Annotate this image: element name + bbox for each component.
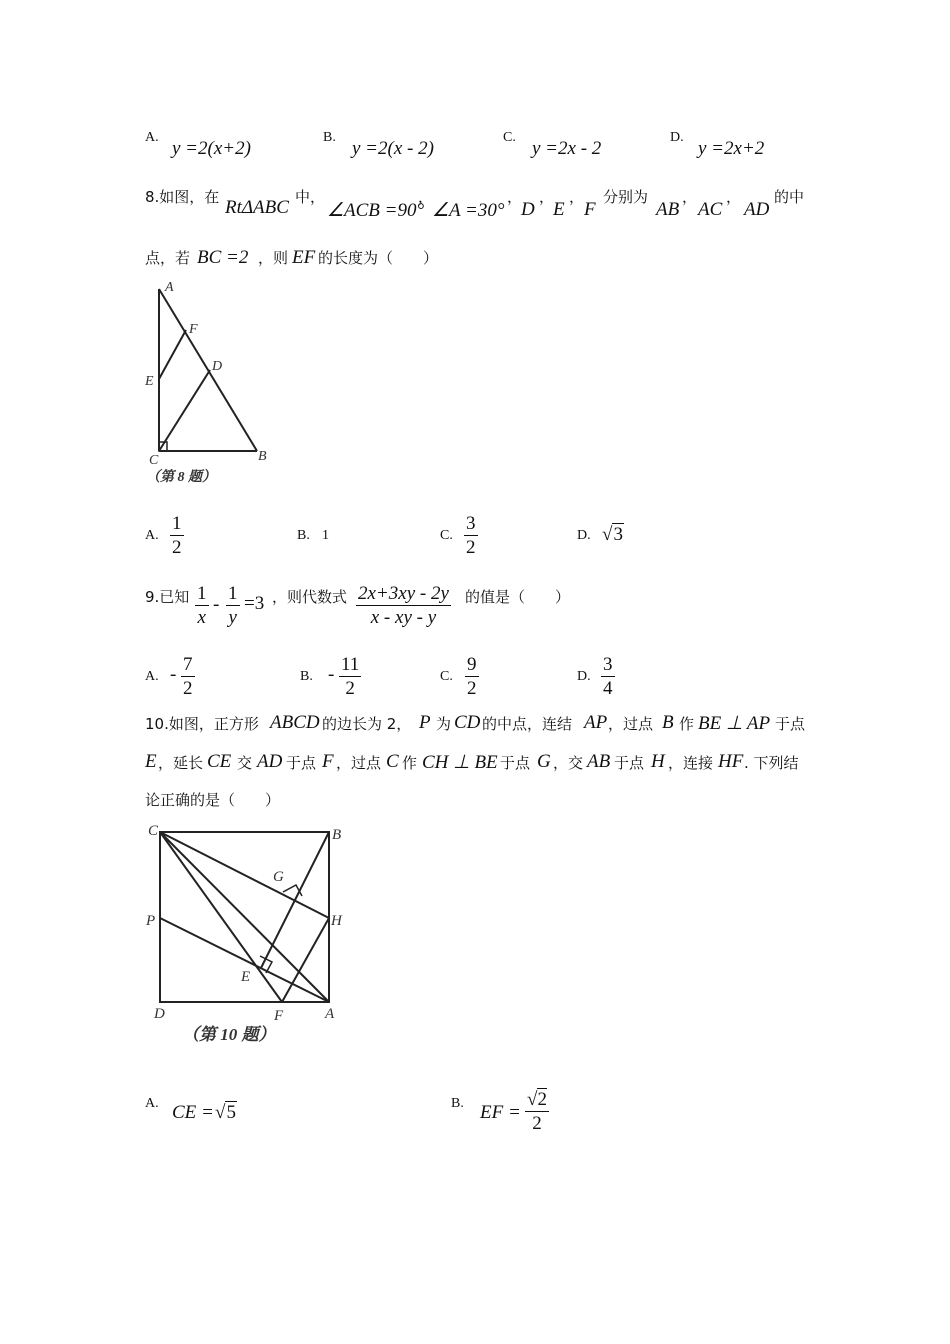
q8-sep-5: ， [682, 188, 698, 206]
q9-equals: =3 [244, 593, 265, 614]
q8-option-a-label: A. [145, 528, 159, 543]
q8-label-f: F [189, 322, 198, 337]
q10-p: P [419, 712, 431, 733]
q9-option-b-num: 11 [341, 654, 360, 675]
q10-text-12: 作 [402, 754, 418, 772]
q10-text-16: ，连接 [668, 754, 714, 772]
q7-option-b-expr: y =2(x - 2) [352, 138, 434, 159]
q10-c: C [386, 751, 399, 772]
q7-option-c-expr: y =2x - 2 [532, 138, 602, 159]
q10-text-14: ，交 [553, 754, 584, 772]
q8-seg-ab: AB [656, 199, 680, 220]
q8-figure [140, 278, 280, 488]
q10-text-6: 作 [679, 715, 695, 733]
q9-text-2: ，则代数式 [272, 588, 348, 606]
q8-seg-ad: AD [744, 199, 770, 220]
q10-text-18: 论正确的是（ ） [145, 791, 281, 809]
q10-label-a: A [325, 1006, 335, 1022]
q9-frac-1x-num: 1 [197, 583, 207, 604]
q9-option-c-label: C. [440, 669, 453, 684]
q10-f: F [322, 751, 334, 772]
q9-option-c-num: 9 [467, 654, 477, 675]
q8-angle-a: ∠A =30° [432, 200, 505, 221]
q10-label-f: F [274, 1008, 284, 1024]
q9-frac-1x [195, 582, 209, 629]
q8-point-f: F [584, 199, 596, 220]
q10-ce: CE [207, 751, 232, 772]
q10-text-17: . 下列结 [744, 754, 799, 772]
q9-option-a-den: 2 [183, 678, 193, 699]
q9-option-a-label: A. [145, 669, 159, 684]
q10-text-3: 为 [436, 715, 452, 733]
q8-triangle: RtΔABC [225, 197, 289, 218]
q10-ap: AP [584, 712, 608, 733]
q10-be-perp-ap: BE ⊥ AP [698, 713, 771, 734]
q9-minus: - [213, 594, 220, 615]
q10-option-a-lhs: CE = [172, 1102, 214, 1123]
q10-ab: AB [587, 751, 611, 772]
q8-text-7: 的长度为（ ） [318, 249, 439, 267]
q10-right-angle-g [283, 885, 302, 896]
q9-option-d-fraction [601, 653, 615, 700]
q8-option-a-den: 2 [172, 537, 182, 558]
q10-option-b-den: 2 [532, 1113, 542, 1134]
q8-option-c-den: 2 [466, 537, 476, 558]
q10-label-h: H [331, 913, 342, 929]
q8-option-c-label: C. [440, 528, 453, 543]
q8-sep-3: ， [539, 188, 555, 206]
q8-option-d-label: D. [577, 528, 591, 543]
q10-ad: AD [257, 751, 283, 772]
q10-text-8: ，延长 [158, 754, 204, 772]
q8-text-3: 分别为 [603, 188, 649, 206]
q10-text-1: 10.如图，正方形 [145, 715, 259, 733]
q8-angle-acb: ∠ACB =90° [327, 200, 425, 221]
q7-option-a-label: A. [145, 130, 159, 145]
q10-text-10: 于点 [286, 754, 317, 772]
q9-expression-num: 2x+3xy - 2y [358, 583, 449, 604]
q8-option-a-fraction [170, 512, 184, 559]
q8-label-c: C [149, 453, 159, 468]
q10-ch-perp-be: CH ⊥ BE [422, 752, 498, 773]
q8-sep-2: ， [507, 188, 523, 206]
q9-frac-1y-den: y [228, 607, 237, 628]
q10-option-b-label: B. [451, 1096, 464, 1111]
q8-label-d: D [212, 359, 223, 374]
q9-option-a-num: 7 [183, 654, 193, 675]
q9-option-b-label: B. [300, 669, 313, 684]
q10-cd: CD [454, 712, 481, 733]
q10-option-b-num: √2 [527, 1089, 547, 1110]
q10-label-e: E [241, 969, 251, 985]
q7-option-d-expr: y =2x+2 [698, 138, 765, 159]
q10-seg-cf [160, 832, 282, 1002]
q10-label-p: P [146, 913, 156, 929]
q8-sep-6: ， [726, 188, 742, 206]
q9-frac-1x-den: x [197, 607, 206, 628]
q10-text-4: 的中点，连结 [482, 715, 573, 733]
q9-text-1: 9.已知 [145, 588, 190, 606]
q8-point-e: E [553, 199, 565, 220]
q9-option-d-den: 4 [603, 678, 613, 699]
q9-option-b-fraction [339, 653, 361, 700]
q10-seg-pa [160, 918, 329, 1002]
q8-option-c-num: 3 [466, 513, 476, 534]
q8-label-a: A [165, 280, 174, 295]
q8-ef: EF [292, 247, 316, 268]
q8-option-d-radicand: 3 [613, 524, 623, 545]
q10-label-d: D [154, 1006, 165, 1022]
q8-sep-4: ， [569, 188, 585, 206]
q8-option-c-fraction [464, 512, 478, 559]
q10-hf: HF [718, 751, 744, 772]
q9-expression [356, 582, 451, 629]
q8-sep-1: ， [418, 188, 434, 206]
q10-b: B [662, 712, 674, 733]
q9-option-a-sign: - [170, 664, 177, 685]
q8-option-a-num: 1 [172, 513, 182, 534]
q9-expression-den: x - xy - y [370, 607, 437, 628]
q9-option-d-num: 3 [603, 654, 613, 675]
q8-label-b: B [258, 449, 267, 464]
q10-label-g: G [273, 869, 284, 885]
q8-text-2: 中， [295, 188, 326, 206]
q10-seg-be [261, 832, 329, 968]
q10-option-b-radicand: 2 [537, 1089, 547, 1110]
q10-seg-ch [160, 832, 329, 918]
q7-option-d-label: D. [670, 130, 684, 145]
q10-option-b-lhs: EF = [480, 1102, 521, 1123]
q8-text-6: ，则 [258, 249, 289, 267]
q9-option-a-fraction [181, 653, 195, 700]
q8-seg-ac: AC [698, 199, 723, 220]
q7-option-c-label: C. [503, 130, 516, 145]
q8-text-5: 点，若 [145, 249, 191, 267]
q8-label-e: E [145, 374, 154, 389]
q10-g: G [537, 751, 551, 772]
q8-seg-cd [159, 370, 210, 451]
q10-text-5: ，过点 [608, 715, 654, 733]
q9-option-b-den: 2 [345, 678, 355, 699]
q10-text-15: 于点 [614, 754, 645, 772]
q10-figure [140, 818, 360, 1050]
q10-text-9: 交 [237, 754, 253, 772]
q9-option-c-fraction [465, 653, 479, 700]
q10-option-a-sqrt: √5 [215, 1102, 236, 1123]
q10-text-2: 的边长为 2， [322, 715, 412, 733]
q8-option-d-sqrt: √3 [602, 524, 623, 545]
q9-frac-1y-num: 1 [228, 583, 238, 604]
q10-text-11: ，过点 [336, 754, 382, 772]
q8-seg-ef [159, 330, 186, 379]
q10-option-a-label: A. [145, 1096, 159, 1111]
q8-point-d: D [521, 199, 535, 220]
q8-text-4: 的中 [774, 188, 805, 206]
q10-abcd: ABCD [270, 712, 320, 733]
q8-option-b-label: B. [297, 528, 310, 543]
q8-text-1: 8.如图，在 [145, 188, 220, 206]
q9-frac-1y [226, 582, 240, 629]
q9-option-b-sign: - [328, 664, 335, 685]
q7-option-b-label: B. [323, 130, 336, 145]
q7-option-a-expr: y =2(x+2) [172, 138, 251, 159]
q10-text-7: 于点 [775, 715, 806, 733]
q9-option-c-den: 2 [467, 678, 477, 699]
q10-text-13: 于点 [500, 754, 531, 772]
q10-label-b: B [332, 827, 342, 843]
q9-option-d-label: D. [577, 669, 591, 684]
q8-caption: （第 8 题） [146, 470, 216, 485]
q10-label-c: C [148, 823, 159, 839]
q8-option-b-value: 1 [322, 528, 329, 543]
q10-h: H [651, 751, 665, 772]
q9-text-3: 的值是（ ） [465, 588, 571, 606]
q10-e: E [145, 751, 157, 772]
q8-bc: BC =2 [197, 247, 249, 268]
q10-caption: （第 10 题） [182, 1025, 276, 1044]
q10-option-b-fraction [525, 1088, 549, 1135]
q10-option-a-radicand: 5 [226, 1102, 236, 1123]
